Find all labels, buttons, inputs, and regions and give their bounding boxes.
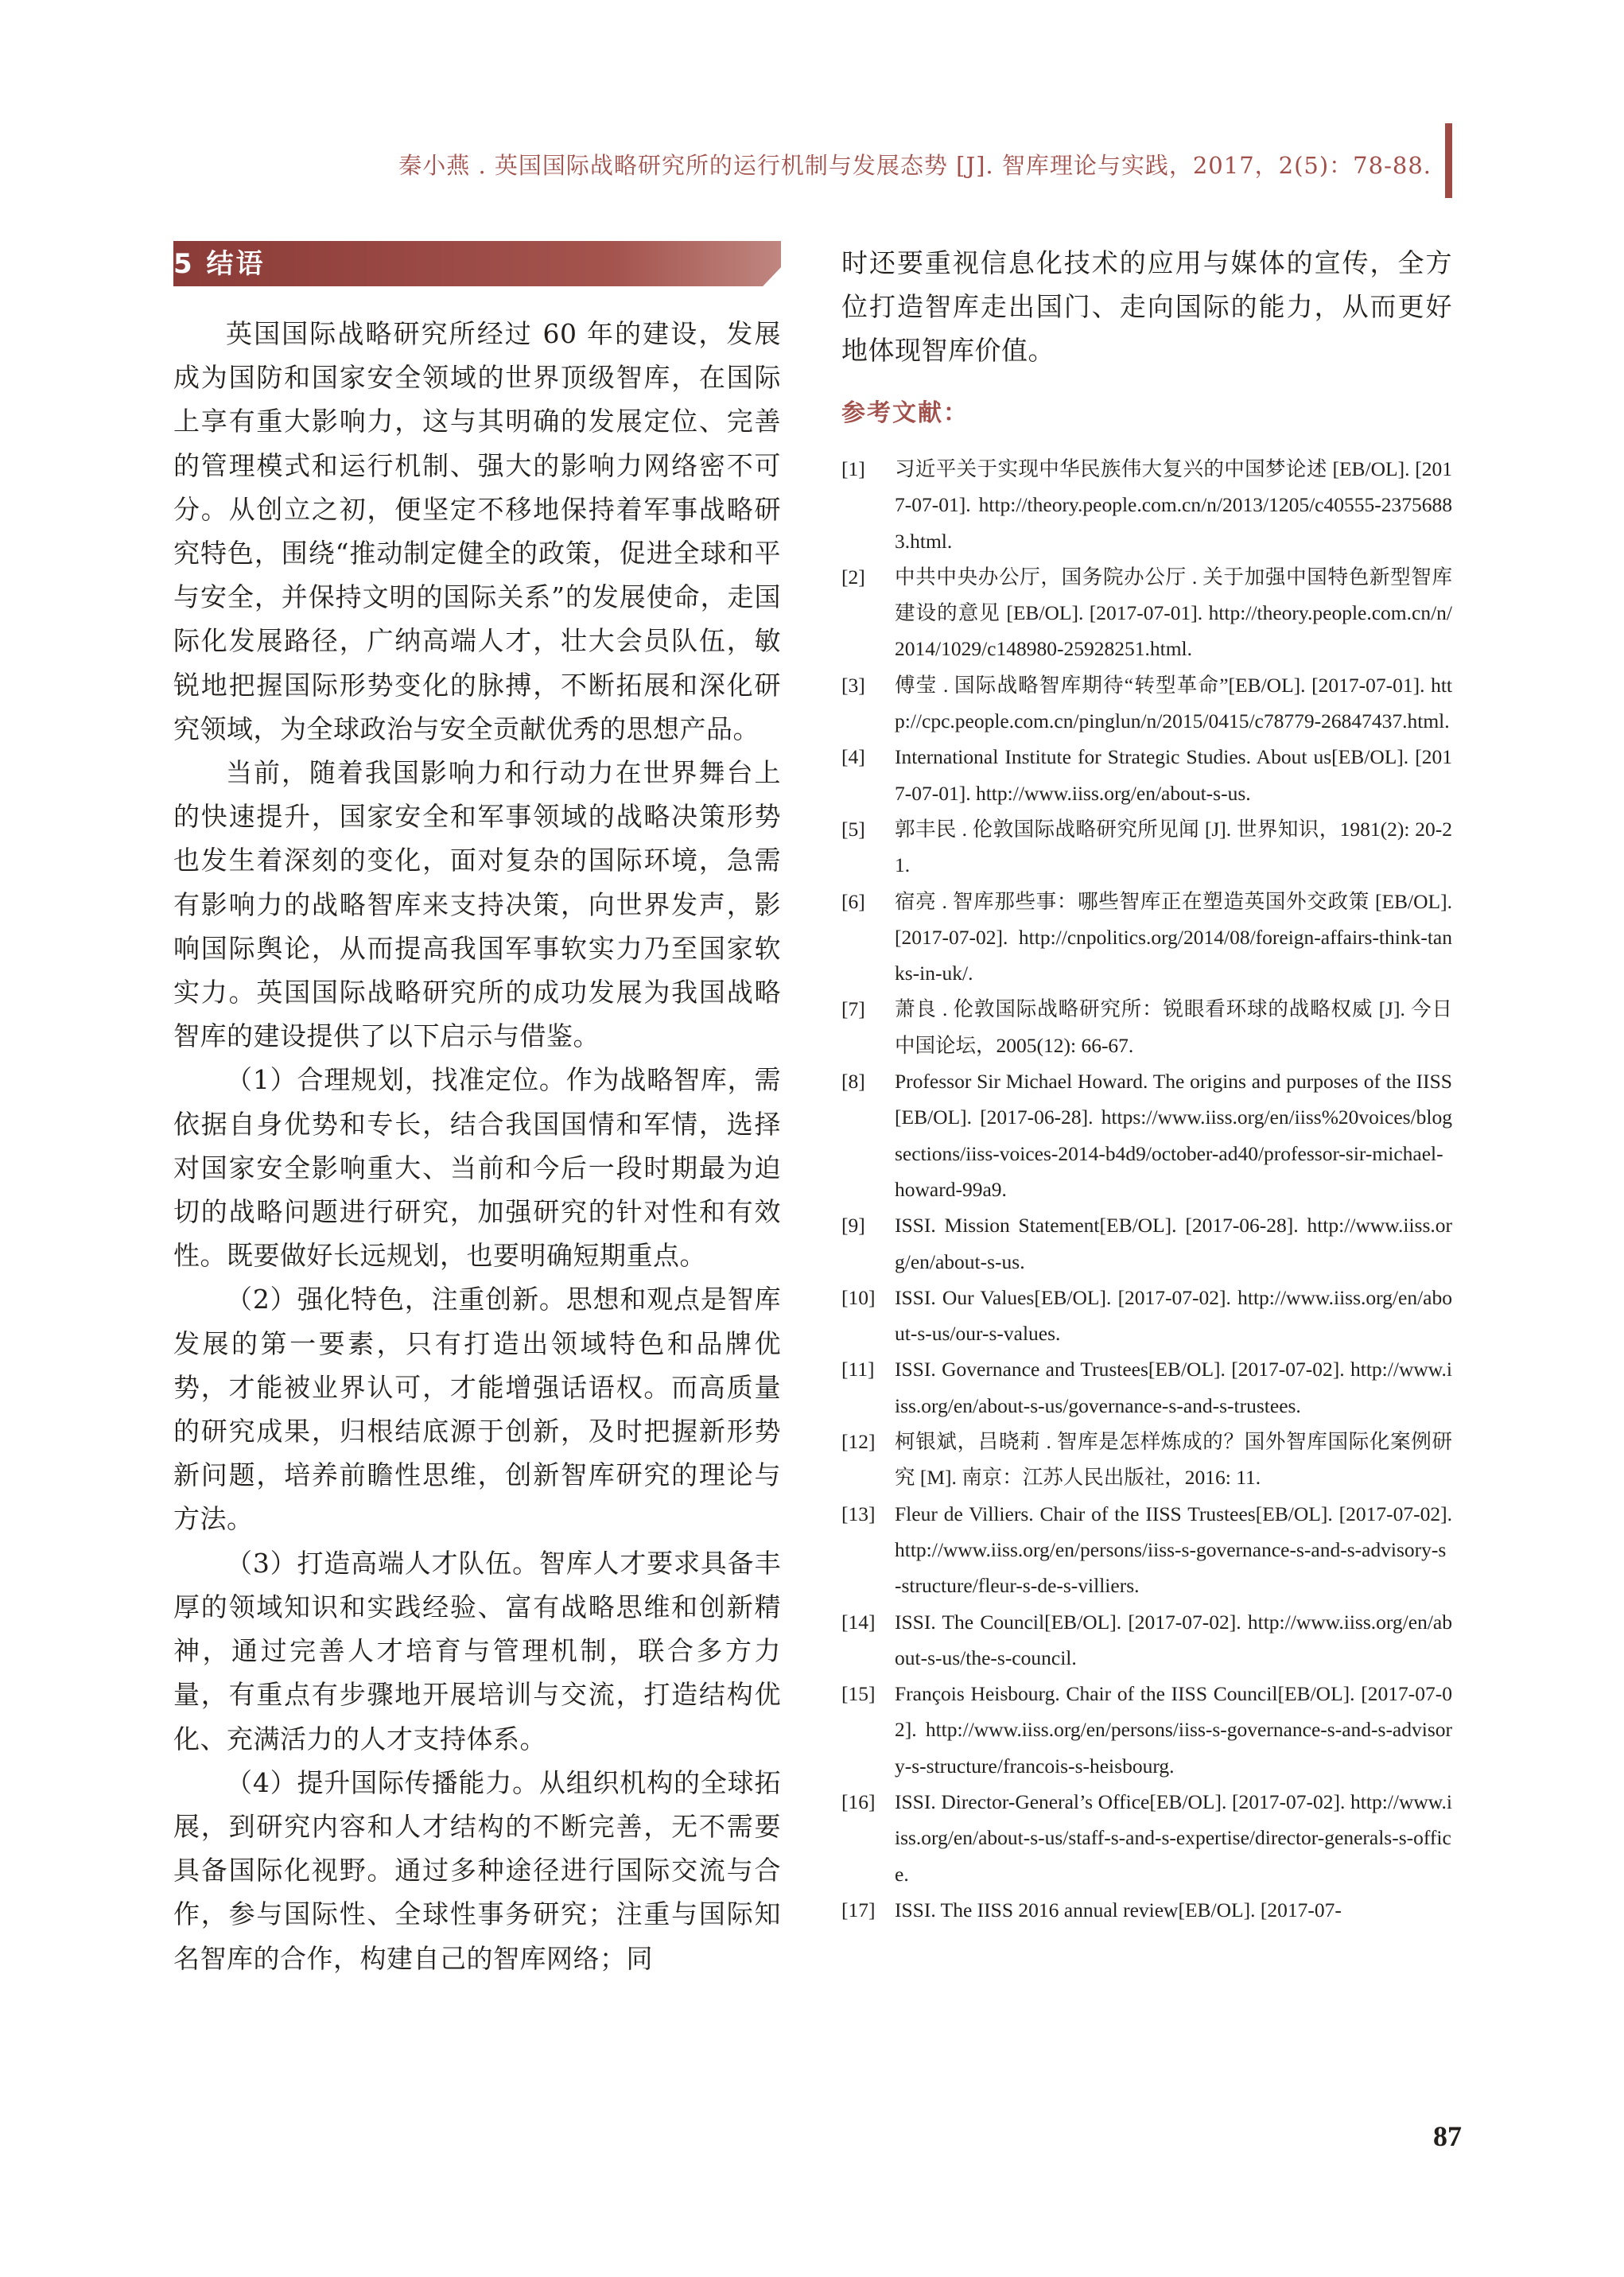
reference-number: [13]	[841, 1502, 876, 1525]
reference-number: [5]	[841, 817, 865, 841]
reference-number: [4]	[841, 745, 865, 769]
reference-item	[841, 1424, 1452, 1496]
paragraph: （1）合理规划，找准定位。作为战略智库，需依据自身优势和专长，结合我国国情和军情，选择对国家安全影响重大、当前和今后一段时期最为迫切的战略问题进行研究，加强研究的针对性和有效性。既要做好长远规划，也要明确短期重点。	[173, 1064, 781, 1272]
reference-text: 中共中央办公厅，国务院办公厅 . 关于加强中国特色新型智库建设的意见 [EB/OL]. [2017-07-01]. http://theory.people.com.cn/n/2014/1029/c148980-25928251.html.	[895, 565, 1452, 661]
reference-item	[841, 991, 1452, 1063]
reference-item	[841, 1207, 1452, 1280]
reference-number: [2]	[841, 565, 865, 589]
conclusion-continuation	[841, 241, 1452, 372]
references-heading: 参考文献：	[841, 399, 969, 427]
reference-item	[841, 1676, 1452, 1784]
reference-item	[841, 1063, 1452, 1207]
reference-text: ISSI. The IISS 2016 annual review[EB/OL]. [2017-07-	[895, 1898, 1342, 1921]
reference-number: [1]	[841, 457, 865, 480]
reference-number: [8]	[841, 1070, 865, 1094]
reference-item	[841, 451, 1452, 559]
paragraph: （2）强化特色，注重创新。思想和观点是智库发展的第一要素，只有打造出领域特色和品牌优势，才能被业界认可，才能增强话语权。而高质量的研究成果，归根结底源于创新，及时把握新形势新问题，培养前瞻性思维，创新智库研究的理论与方法。	[173, 1284, 781, 1535]
paragraph: （3）打造高端人才队伍。智库人才要求具备丰厚的领域知识和实践经验、富有战略思维和创新精神，通过完善人才培育与管理机制，联合多方力量，有重点有步骤地开展培训与交流，打造结构优化、充满活力的人才支持体系。	[173, 1547, 781, 1754]
reference-number: [14]	[841, 1610, 876, 1634]
reference-text: ISSI. Governance and Trustees[EB/OL]. [2017-07-02]. http://www.iiss.org/en/about-s-us/governance-s-and-s-trustees.	[895, 1358, 1452, 1417]
reference-text: 傅莹 . 国际战略智库期待“转型革命”[EB/OL]. [2017-07-01]. http://cpc.people.com.cn/pinglun/n/2015/0415/c78779-26847437.html.	[895, 673, 1452, 733]
reference-item	[841, 1892, 1452, 1928]
reference-number: [15]	[841, 1682, 876, 1706]
paragraph: 英国国际战略研究所经过 60 年的建设，发展成为国防和国家安全领域的世界顶级智库，在国际上享有重大影响力，这与其明确的发展定位、完善的管理模式和运行机制、强大的影响力网络密不可分。从创立之初，便坚定不移地保持着军事战略研究特色，围绕“推动制定健全的政策，促进全球和平与安全，并保持文明的国际关系”的发展使命，走国际化发展路径，广纳高端人才，壮大会员队伍，敏锐地把握国际形势变化的脉搏，不断拓展和深化研究领域，为全球政治与安全贡献优秀的思想产品。	[173, 318, 781, 744]
reference-item	[841, 559, 1452, 667]
paragraph: 当前，随着我国影响力和行动力在世界舞台上的快速提升，国家安全和军事领域的战略决策形势也发生着深刻的变化，面对复杂的国际环境，急需有影响力的战略智库来支持决策，向世界发声，影响国际舆论，从而提高我国军事软实力乃至国家软实力。英国国际战略研究所的成功发展为我国战略智库的建设提供了以下启示与借鉴。	[173, 757, 781, 1052]
paragraph: （4）提升国际传播能力。从组织机构的全球拓展，到研究内容和人才结构的不断完善，无不需要具备国际化视野。通过多种途径进行国际交流与合作，参与国际性、全球性事务研究；注重与国际知名智库的合作，构建自己的智库网络；同	[173, 1766, 781, 1974]
page-number: 87	[1433, 2120, 1462, 2152]
header-accent-bar	[1445, 123, 1452, 198]
conclusion-body	[173, 312, 781, 1980]
reference-item	[841, 1784, 1452, 1892]
reference-item	[841, 1351, 1452, 1424]
reference-number: [17]	[841, 1898, 876, 1921]
reference-text: 习近平关于实现中华民族伟大复兴的中国梦论述 [EB/OL]. [2017-07-01]. http://theory.people.com.cn/n/2013/1205/c40555-23756883.html.	[895, 457, 1452, 553]
reference-item	[841, 1496, 1452, 1604]
reference-text: ISSI. Mission Statement[EB/OL]. [2017-06-28]. http://www.iiss.org/en/about-s-us.	[895, 1214, 1452, 1273]
reference-text: 郭丰民 . 伦敦国际战略研究所见闻 [J]. 世界知识，1981(2): 20-21.	[895, 817, 1452, 877]
reference-text: Fleur de Villiers. Chair of the IISS Trustees[EB/OL]. [2017-07-02]. http://www.iiss.org/en/persons/iiss-s-governance-s-and-s-advisory-s-structure/fleur-s-de-s-villiers.	[895, 1502, 1452, 1598]
reference-item	[841, 667, 1452, 740]
reference-text: Professor Sir Michael Howard. The origins and purposes of the IISS[EB/OL]. [2017-06-28]. https://www.iiss.org/en/iiss%20voices/blogsections/iiss-voices-2014-b4d9/october-ad40/professor-sir-michael-howard-99a9.	[895, 1070, 1452, 1201]
running-header-citation: 秦小燕 . 英国国际战略研究所的运行机制与发展态势 [J]. 智库理论与实践，2017，2(5)：78-88.	[398, 152, 1432, 179]
reference-number: [16]	[841, 1789, 876, 1813]
reference-text: ISSI. Director-General’s Office[EB/OL]. [2017-07-02]. http://www.iiss.org/en/about-s-us/staff-s-and-s-expertise/director-generals-s-office.	[895, 1789, 1452, 1886]
reference-number: [12]	[841, 1430, 876, 1454]
references-list	[841, 451, 1452, 1928]
reference-number: [6]	[841, 889, 865, 913]
reference-text: ISSI. The Council[EB/OL]. [2017-07-02]. http://www.iiss.org/en/about-s-us/the-s-council.	[895, 1610, 1452, 1669]
reference-item	[841, 1280, 1452, 1352]
reference-text: 萧良 . 伦敦国际战略研究所：锐眼看环球的战略权威 [J]. 今日中国论坛，2005(12): 66-67.	[895, 997, 1452, 1057]
reference-number: [9]	[841, 1214, 865, 1238]
reference-item	[841, 1604, 1452, 1677]
reference-text: 柯银斌，吕晓莉 . 智库是怎样炼成的？国外智库国际化案例研究 [M]. 南京：江苏人民出版社，2016: 11.	[895, 1430, 1452, 1490]
reference-text: François Heisbourg. Chair of the IISS Council[EB/OL]. [2017-07-02]. http://www.iiss.org/en/persons/iiss-s-governance-s-and-s-advisory-s-structure/francois-s-heisbourg.	[895, 1682, 1452, 1778]
reference-number: [7]	[841, 997, 865, 1021]
reference-text: 宿亮 . 智库那些事：哪些智库正在塑造英国外交政策 [EB/OL]. [2017-07-02]. http://cnpolitics.org/2014/08/foreign-affairs-think-tanks-in-uk/.	[895, 889, 1452, 985]
reference-number: [10]	[841, 1285, 876, 1309]
reference-item	[841, 884, 1452, 992]
reference-text: ISSI. Our Values[EB/OL]. [2017-07-02]. http://www.iiss.org/en/about-s-us/our-s-values.	[895, 1285, 1452, 1346]
reference-item	[841, 739, 1452, 811]
section-title: 5 结语	[173, 248, 266, 280]
reference-item	[841, 811, 1452, 884]
reference-text: International Institute for Strategic Studies. About us[EB/OL]. [2017-07-01]. http://www.iiss.org/en/about-s-us.	[895, 745, 1452, 805]
paragraph-continued: 时还要重视信息化技术的应用与媒体的宣传，全方位打造智库走出国门、走向国际的能力，从而更好地体现智库价值。	[841, 247, 1452, 366]
reference-number: [11]	[841, 1358, 875, 1381]
reference-number: [3]	[841, 673, 865, 697]
